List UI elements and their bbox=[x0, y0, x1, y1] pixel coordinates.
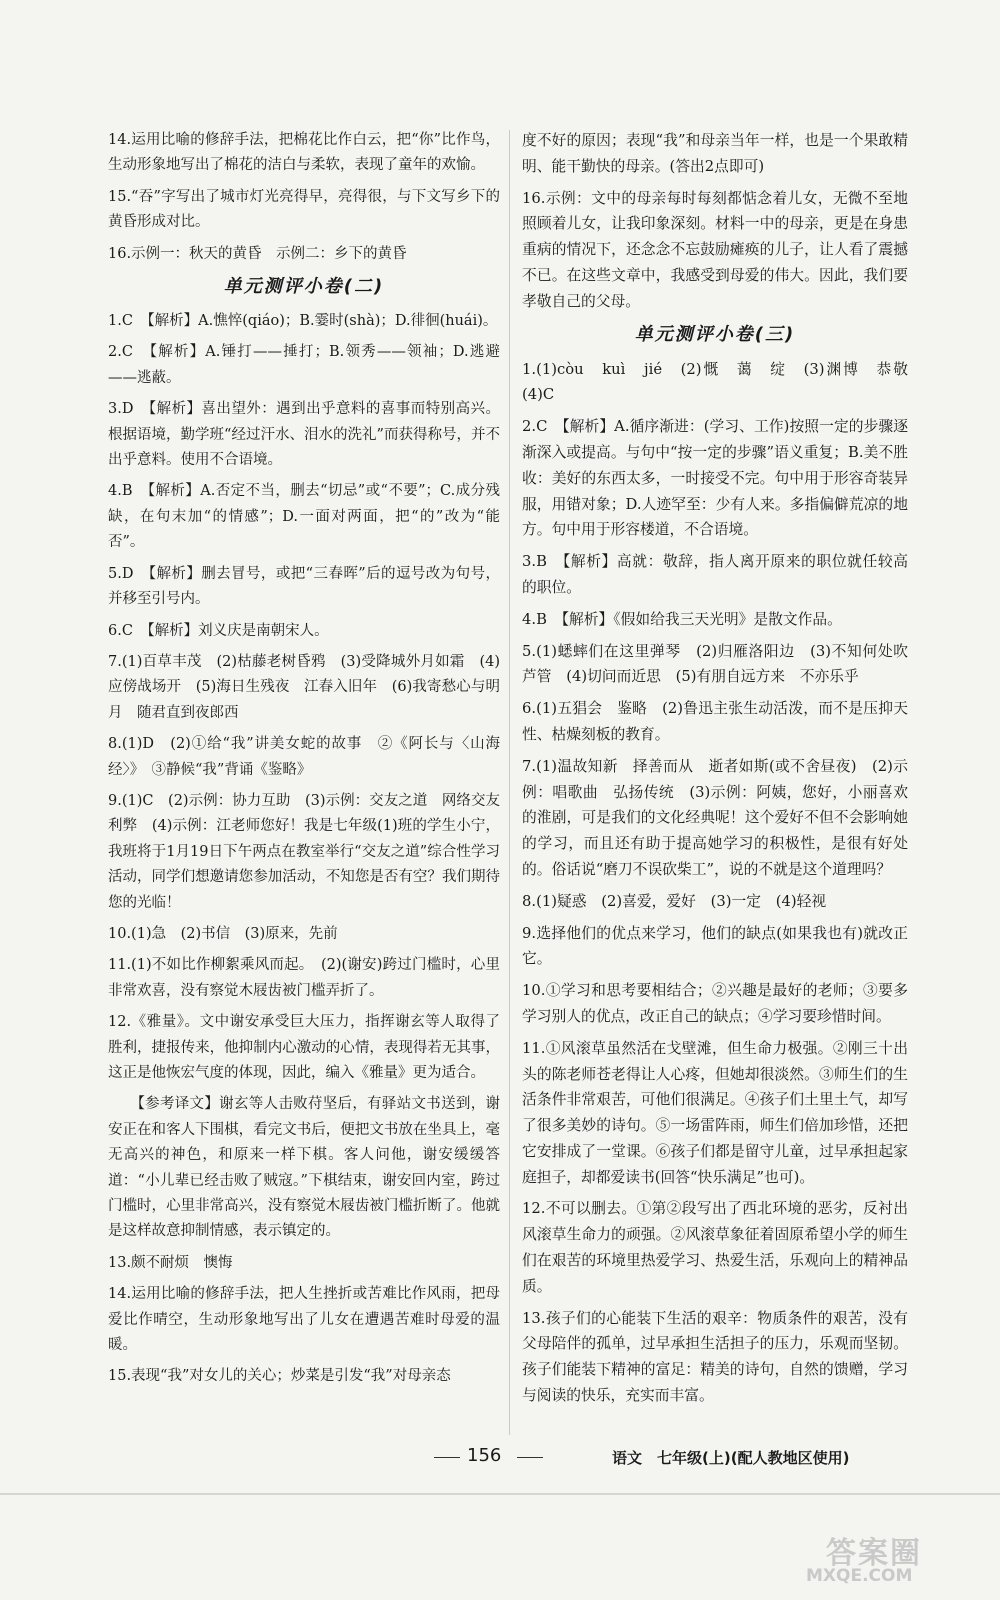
answer-item: 1.C 【解析】A.憔悴(qiáo)；B.霎时(shà)；D.徘徊(huái)。 bbox=[108, 313, 498, 330]
answer-item: 4.B 【解析】A.否定不当，删去“切忌”或“不要”；C.成分残缺，在句末加“的情感”；D.一面对两面，把“的”改为“能否”。 bbox=[108, 483, 500, 551]
answer-item: 11.①风滚草虽然活在戈壁滩，但生命力极强。②刚三十出头的陈老师苍老得让人心疼，但她却很淡然。③师生们的生活条件非常艰苦，可他们很满足。④孩子们土里土气，却写了很多美妙的诗句。⑤一场雷阵雨，师生们倍加珍惜，还把它安排成了一堂课。⑥孩子们都是留守儿童，过早承担起家庭担子，却都爱读书(回答“快乐满足”也可)。 bbox=[522, 1039, 908, 1186]
answer-item: 13.颇不耐烦 懊悔 bbox=[108, 1254, 233, 1271]
answer-item: 2.C 【解析】A.循序渐进：(学习、工作)按照一定的步骤逐渐深入或提高。与句中“按一定的步骤”语义重复；B.美不胜收：美好的东西太多，一时接受不完。句中用于形容奇装异服，用错对象；D.人迹罕至：少有人来。多指偏僻荒凉的地方。句中用于形容楼道，不合语境。 bbox=[522, 418, 908, 539]
answer-item: 11.(1)不如比作柳絮乘风而起。 (2)(谢安)跨过门槛时，心里非常欢喜，没有察觉木屐齿被门槛弄折了。 bbox=[108, 957, 500, 999]
answer-item: 5.D 【解析】删去冒号，或把“三春晖”后的逗号改为句号，并移至引号内。 bbox=[108, 565, 500, 608]
page-footer bbox=[0, 1445, 1000, 1475]
page-number: 156 bbox=[467, 1445, 502, 1466]
watermark-logo: 答案圈 bbox=[826, 1536, 922, 1571]
answer-item: 13.孩子们的心能装下生活的艰辛：物质条件的艰苦，没有父母陪伴的孤单，过早承担生活担子的压力，乐观而坚韧。孩子们能装下精神的富足：精美的诗句，自然的馈赠，学习与阅读的快乐，充实而丰富。 bbox=[522, 1309, 908, 1405]
column-divider bbox=[509, 130, 510, 1435]
answer-item: 【参考译文】谢玄等人击败苻坚后，有驿站文书送到，谢安正在和客人下围棋，看完文书后，便把文书放在坐具上，毫无高兴的神色，和原来一样下棋。客人问他，谢安缓缓答道：“小儿辈已经击败了贼寇。”下棋结束，谢安回内室，跨过门槛时，心里非常高兴，没有察觉木屐齿被门槛折断了。他就是这样故意抑制情感，表示镇定的。 bbox=[108, 1096, 500, 1240]
right-items-before bbox=[522, 128, 908, 315]
answer-item: 8.(1)D (2)①给“我”讲美女蛇的故事 ②《阿长与〈山海经〉》 ③静候“我”背诵《鉴略》 bbox=[108, 736, 500, 778]
answer-item: 10.(1)急 (2)书信 (3)原来，先前 bbox=[108, 925, 338, 942]
answer-item: 7.(1)温故知新 择善而从 逝者如斯(或不舍昼夜) (2)示例：唱歌曲 弘扬传统 (3)示例：阿姨，您好，小丽喜欢的淮剧，可是我们的文化经典呢！这个爱好不但不会影响她的学习，而且还有助于提高她学习的积极性，是很有好处的。俗话说“磨刀不误砍柴工”，说的不就是这个道理吗？ bbox=[522, 757, 908, 878]
answer-item: 16.示例：文中的母亲每时每刻都惦念着儿女，无微不至地照顾着儿女，让我印象深刻。材料一中的母亲，更是在身患重病的情况下，还念念不忘鼓励瘫痪的儿子，让人看了震撼不已。在这些文章中，我感受到母爱的伟大。因此，我们要孝敬自己的父母。 bbox=[522, 189, 908, 310]
right-items-after bbox=[522, 357, 923, 1409]
answer-item: 度不好的原因；表现“我”和母亲当年一样，也是一个果敢精明、能干勤快的母亲。(答出2点即可) bbox=[522, 132, 908, 175]
left-column bbox=[108, 128, 500, 1396]
answer-item: 14.运用比喻的修辞手法，把人生挫折或苦难比作风雨，把母爱比作晴空，生动形象地写出了儿女在遭遇苦难时母爱的温暖。 bbox=[108, 1286, 500, 1354]
answer-item: 5.(1)蟋蟀们在这里弹琴 (2)归雁洛阳边 (3)不知何处吹芦管 (4)切问而近思 (5)有朋自远方来 不亦乐乎 bbox=[522, 642, 908, 686]
footer-dash-right bbox=[517, 1457, 543, 1458]
answer-item: 16.示例一：秋天的黄昏 示例二：乡下的黄昏 bbox=[108, 245, 407, 262]
left-items-before bbox=[108, 128, 500, 267]
answer-item: 14.运用比喻的修辞手法，把棉花比作白云，把“你”比作鸟，生动形象地写出了棉花的洁白与柔软，表现了童年的欢愉。 bbox=[108, 132, 500, 174]
answer-item: 2.C 【解析】A.锤打——捶打；B.领秀——领袖；D.逃避——逃蔽。 bbox=[108, 344, 500, 386]
answer-item: 6.(1)五猖会 鉴略 (2)鲁迅主张生动活泼，而不是压抑天性、枯燥刻板的教育。 bbox=[522, 700, 908, 743]
answer-item: 7.(1)百草丰茂 (2)枯藤老树昏鸦 (3)受降城外月如霜 (4)应傍战场开 (5)海日生残夜 江春入旧年 (6)我寄愁心与明月 随君直到夜郎西 bbox=[108, 653, 500, 721]
answer-item: 8.(1)疑惑 (2)喜爱，爱好 (3)一定 (4)轻视 bbox=[522, 892, 827, 910]
answer-item: 10.①学习和思考要相结合；②兴趣是最好的老师；③要多学习别人的优点，改正自己的缺点；④学习要珍惜时间。 bbox=[522, 982, 908, 1025]
answer-item: 6.C 【解析】刘义庆是南朝宋人。 bbox=[108, 622, 329, 639]
answer-item: 9.选择他们的优点来学习，他们的缺点(如果我也有)就改正它。 bbox=[522, 924, 908, 968]
answer-item: 9.(1)C (2)示例：协力互助 (3)示例：交友之道 网络交友利弊 (4)示例：江老师您好！我是七年级(1)班的学生小宁，我班将于1月19日下午两点在教室举行“交友之道”综合性学习活动，同学们想邀请您参加活动，不知您是否有空？我们期待您的光临！ bbox=[108, 792, 500, 911]
section-title-unit-2: 单元测评小卷(二) bbox=[223, 276, 385, 298]
answer-item: 3.B 【解析】高就：敬辞，指人离开原来的职位就任较高的职位。 bbox=[522, 553, 908, 596]
section-title-unit-3: 单元测评小卷(三) bbox=[634, 323, 796, 345]
left-items-after bbox=[108, 309, 500, 1390]
watermark-url: MXQE.COM bbox=[806, 1566, 913, 1586]
answer-item: 1.(1)còu kuì jié (2)慨 蔼 绽 (3)渊博 恭敬 (4)C bbox=[522, 360, 923, 404]
book-info: 语文 七年级(上)(配人教地区使用) bbox=[612, 1449, 850, 1467]
right-column bbox=[522, 128, 923, 1415]
footer-dash-left bbox=[434, 1457, 460, 1458]
answer-item: 12.《雅量》。文中谢安承受巨大压力，指挥谢玄等人取得了胜利，捷报传来，他抑制内心激动的心情，表现得若无其事，这正是他恢宏气度的体现，因此，编入《雅量》更为适合。 bbox=[108, 1014, 500, 1081]
answer-item: 4.B 【解析】《假如给我三天光明》是散文作品。 bbox=[522, 610, 842, 628]
answer-item: 15.表现“我”对女儿的关心；炒菜是引发“我”对母亲态 bbox=[108, 1368, 451, 1385]
answer-item: 15.“吞”字写出了城市灯光亮得早，亮得很，与下文写乡下的黄昏形成对比。 bbox=[108, 188, 500, 231]
bottom-rule bbox=[0, 1493, 1000, 1495]
answer-item: 3.D 【解析】喜出望外：遇到出乎意料的喜事而特别高兴。根据语境，勤学班“经过汗水、泪水的洗礼”而获得称号，并不出乎意料。使用不合语境。 bbox=[108, 401, 500, 469]
answer-item: 12.不可以删去。①第②段写出了西北环境的恶劣，反衬出风滚草生命力的顽强。②风滚草象征着固原希望小学的师生们在艰苦的环境里热爱学习、热爱生活，乐观向上的精神品质。 bbox=[522, 1200, 908, 1295]
